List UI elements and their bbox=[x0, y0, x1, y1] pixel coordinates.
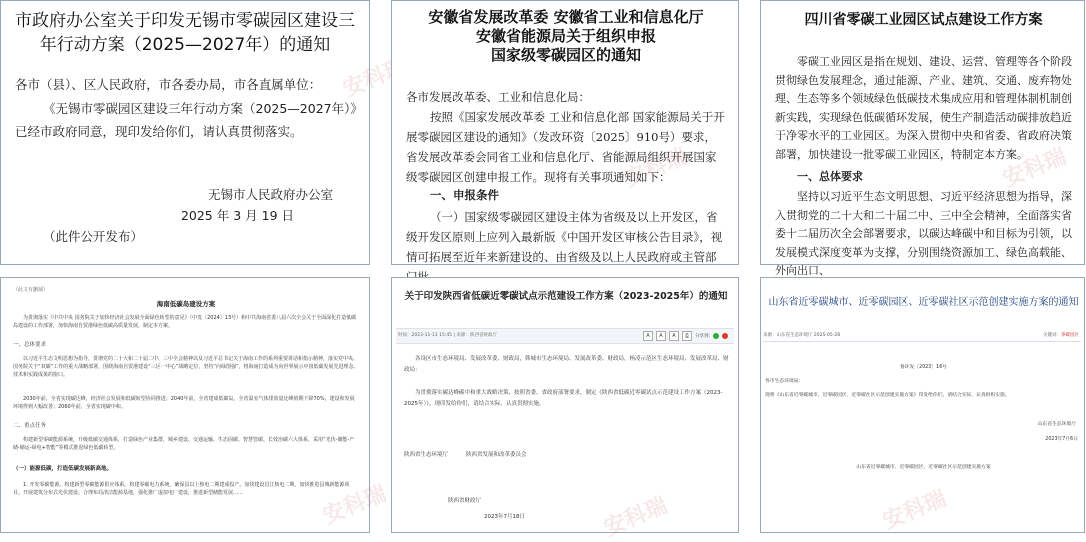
share-label: 分享到: bbox=[694, 334, 710, 339]
document-title: 关于印发陕西省低碳近零碳试点示范建设工作方案（2023-2025年）的通知 bbox=[404, 291, 728, 302]
signature: 陕西省生态环境厅 bbox=[404, 452, 449, 458]
document-title: 海南低碳岛建设方案 bbox=[156, 300, 216, 308]
wechat-icon[interactable] bbox=[713, 333, 719, 339]
section-heading: （一）能源低碳，打造低碳发展新高地。 bbox=[13, 466, 113, 472]
document-date: 2025 年 3 月 19 日 bbox=[180, 208, 294, 223]
document-address: 各市（县）、区人民政府，市各委办局，市各直属单位： bbox=[15, 77, 322, 92]
article-meta bbox=[763, 332, 1081, 338]
document-body: 为贯彻落实碳达峰碳中和重大战略决策，按照省委、省政府部署要求，制定《陕西省低碳近零碳试点示范建设工作方案（2023-2025年）》，现印发给你们，请结合实际，认真贯彻实施。 bbox=[404, 390, 723, 407]
section-heading: 一、总体要求 bbox=[797, 170, 863, 183]
document-address: 各市发展改革委、工业和信息化局： bbox=[406, 90, 590, 104]
signature: 陕西省发展和改革委员会 bbox=[466, 452, 527, 458]
signature: 陕西省财政厅 bbox=[448, 498, 482, 504]
watermark: 安科瑞 bbox=[600, 493, 672, 542]
paragraph: 以习近平生态文明思想为指导，贯彻党的二十大和二十届二中、三中全会精神以及习近平总书记关于海南工作的系列重要讲话和指示精神，落实党中央、国务院关于“双碳”工作的重大战略部署，围绕海南自贸港建设“三区一中心”战略定位，坚持“向绿图强”，将海南打造成为向世界展示中国低碳发展先进理念、技术和实践成果的窗口。 bbox=[13, 356, 359, 378]
watermark: 安科瑞 bbox=[879, 486, 951, 535]
document-title: 四川省零碳工业园区试点建设工作方案 bbox=[804, 12, 1043, 28]
title-line: 安徽省发展改革委 安徽省工业和信息化厅 bbox=[428, 8, 704, 26]
document-date: 2023年7月18日 bbox=[484, 514, 525, 520]
document-panel-hainan bbox=[0, 277, 391, 533]
divider bbox=[763, 341, 1081, 342]
keyword-link[interactable]: 零碳园区 bbox=[1061, 333, 1079, 338]
watermark: 安科瑞 bbox=[319, 481, 391, 530]
article-keywords bbox=[1043, 332, 1079, 338]
document-number: 鲁环发〔2023〕16号 bbox=[899, 365, 948, 370]
document-title: 山东省近零碳城市、近零碳园区、近零碳社区示范创建实施方案的通知 bbox=[768, 297, 1079, 308]
paragraph: 构建新型零碳能源系统，升级低碳交通体系，打造绿色产业集群，城乡建设、交通运输、生态固碳、智慧管碳、长效治碳六大体系，采用“光伏-储能-产储-储运-绿电+智能”等模式推进绿色低碳转型。 bbox=[13, 437, 355, 451]
toolbar-buttons bbox=[643, 331, 728, 341]
title-line: 国家级零碳园区的通知 bbox=[490, 46, 641, 64]
article-meta: 时间：2023-11-13 15:45 | 来源：陕西省财政厅 bbox=[398, 333, 497, 338]
paragraph: 为贯彻落实《中共中央 国务院关于加快经济社会发展全面绿色转型的意见》（中发〔2024〕13号）和中共海南省委八届六次全会关于全面深化打造低碳岛建设的工作部署，加快海南自贸港绿色低碳高质量发展，制定本方案。 bbox=[13, 315, 357, 329]
article-toolbar bbox=[396, 328, 734, 344]
document-body: 现将《山东省近零碳城市、近零碳园区、近零碳社区示范创建实施方案》印发给你们，请结合实际，认真组织实施。 bbox=[765, 393, 1010, 398]
document-title: 市政府办公室关于印发无锡市零碳园区建设三年行动方案（2025—2027年）的通知 bbox=[15, 11, 355, 55]
print-icon[interactable]: ⎙ bbox=[682, 331, 692, 341]
font-small-button[interactable]: A bbox=[669, 331, 679, 341]
document-signature: 无锡市人民政府办公室 bbox=[207, 187, 333, 202]
document-footer: 山东省近零碳城市、近零碳园区、近零碳社区示范创建实施方案 bbox=[856, 465, 991, 470]
article-source: 来源：山东省生态环境厅 2025-05-28 bbox=[763, 333, 841, 338]
keywords-label: 关键词： bbox=[1043, 333, 1061, 338]
title-line: 安徽省能源局关于组织申报 bbox=[475, 27, 656, 45]
paragraph: 2030年前，全省实现碳达峰，经济社会发展和低碳转型协同推进；2040年前，全省建成低碳岛，全省温室气体排放量比峰值期下降70%，建设和发展环境得到大幅改善；2060年前，全省实现碳中和。 bbox=[13, 396, 355, 410]
section-heading: 一、总体要求 bbox=[13, 342, 47, 348]
watermark: 安科瑞 bbox=[620, 144, 692, 193]
watermark: 安科瑞 bbox=[999, 144, 1071, 193]
document-address: 各设区市生态环境局、发展改革委、财政局，韩城市生态环境局、发展改革委、财政局，杨凌示范区生态环境局、发展改革局、财政局： bbox=[404, 356, 729, 373]
section-heading: 一、申报条件 bbox=[430, 188, 499, 202]
document-panel-shaanxi bbox=[391, 277, 739, 542]
document-note: （此件公开发布） bbox=[43, 229, 144, 244]
font-large-button[interactable]: A bbox=[643, 331, 653, 341]
document-body: 零碳工业园区是指在规划、建设、运营、管理等各个阶段贯彻绿色发展理念，通过能源、产业、建筑、交通、废弃物处理、生态等多个领域绿色低碳技术集成应用和管理体制机制创新实践，实现绿色低碳循环发展，使生产制造活动碳排放趋近于净零水平的工业园区。为深入贯彻中央和省委、省政府决策部署，加快建设一批零碳工业园区，特制定本方案。 bbox=[775, 55, 1072, 161]
document-panel-wuxi bbox=[0, 0, 411, 265]
document-source-note: （此文有删减） bbox=[13, 287, 49, 293]
document-body: 《无锡市零碳园区建设三年行动方案（2025—2027年）》已经市政府同意，现印发给你们，请认真贯彻落实。 bbox=[15, 101, 357, 139]
signature: 山东省生态环境厅 bbox=[1037, 422, 1076, 427]
watermark: 安科瑞 bbox=[339, 54, 411, 103]
document-body: 按照《国家发展改革委 工业和信息化部 国家能源局关于开展零碳园区建设的通知》（发改环资〔2025〕910号）要求，省发展改革委会同省工业和信息化厅、省能源局组织开展国家级零碳园区创建申报工作。现将有关事项通知如下： bbox=[406, 110, 725, 184]
document-body-continued: （一）国家级零碳园区建设主体为省级及以上开发区，省级开发区原则上应列入最新版《中国开发区审核公告目录》，视情可拓展至近年来新建设的、由省级及以上人民政府或主管部 bbox=[406, 210, 723, 264]
paragraph: 1. 开发零碳能源。构建新型零碳能源供应体系。构建零碳电力系统，确保县以上核电二期建成投产。加快建设昌江核电二期，加快推进县城新能源项目。开展建筑分布式光伏建设。合理布局清洁能源基地，强化推广虚拟电厂建设，推进新型储能发展…… bbox=[13, 482, 350, 496]
document-address: 各市生态环境局： bbox=[765, 379, 804, 384]
document-date: 2023年7月6日 bbox=[1045, 437, 1078, 442]
weibo-icon[interactable] bbox=[722, 333, 728, 339]
document-title bbox=[392, 8, 740, 65]
section-heading: 二、重点任务 bbox=[13, 423, 47, 429]
document-panel-shandong bbox=[760, 277, 1085, 533]
document-panel-anhui bbox=[391, 0, 739, 265]
font-medium-button[interactable]: A bbox=[656, 331, 666, 341]
document-panel-sichuan bbox=[760, 0, 1085, 277]
document-body-continued: 坚持以习近平生态文明思想、习近平经济思想为指导，深入贯彻党的二十大和二十届二中、三中全会精神，全面落实省委十二届历次全会部署要求，以碳达峰碳中和目标为引领，以发展模式深度变革为支撑，分别围绕资源加工、绿色高载能、外向出口、 bbox=[775, 190, 1072, 277]
